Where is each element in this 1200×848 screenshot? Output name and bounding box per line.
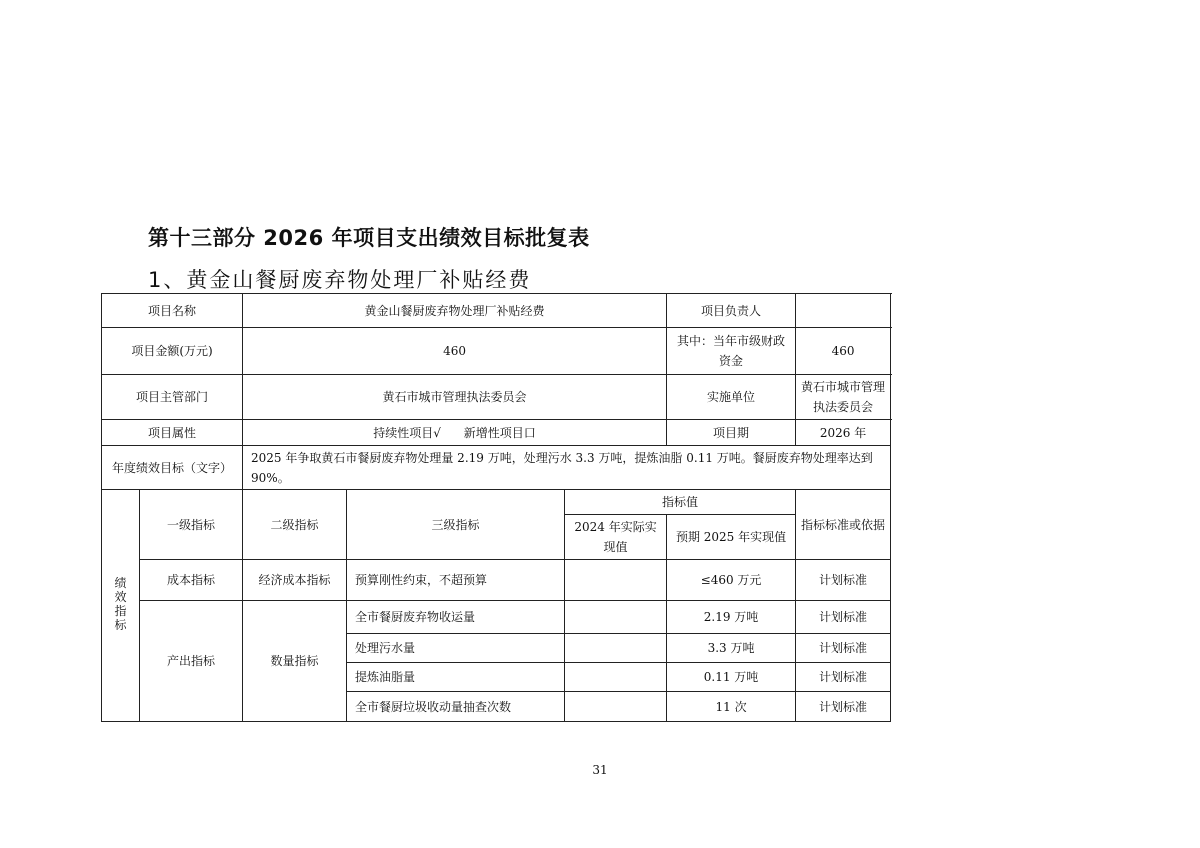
output-basis: 计划标准 (796, 692, 891, 722)
performance-target-table (101, 293, 891, 722)
output-level2: 数量指标 (243, 601, 347, 722)
level3-header: 三级指标 (347, 490, 565, 560)
department-value: 黄石市城市管理执法委员会 (243, 375, 667, 420)
output-expected-2025: 2.19 万吨 (667, 601, 796, 634)
implementing-unit-label: 实施单位 (667, 375, 796, 420)
page-number: 31 (592, 763, 608, 777)
project-amount-label: 项目金额(万元) (102, 328, 243, 375)
output-actual-2024 (565, 692, 667, 722)
cost-indicator-row (102, 560, 891, 601)
project-amount-value: 460 (243, 328, 667, 375)
project-attribute-row (102, 420, 891, 446)
project-owner-label: 项目负责人 (667, 294, 796, 328)
performance-indicator-section (102, 490, 140, 722)
cost-actual-2024 (565, 560, 667, 601)
project-subtitle: 1、黄金山餐厨废弃物处理厂补贴经费 (148, 268, 532, 292)
output-expected-2025: 3.3 万吨 (667, 634, 796, 663)
project-name-value: 黄金山餐厨废弃物处理厂补贴经费 (243, 294, 667, 328)
cost-basis: 计划标准 (796, 560, 891, 601)
project-period-value: 2026 年 (796, 420, 891, 446)
output-actual-2024 (565, 601, 667, 634)
output-indicator-row (102, 601, 891, 634)
output-level3: 提炼油脂量 (347, 663, 565, 692)
project-amount-row (102, 328, 891, 375)
output-level3: 处理污水量 (347, 634, 565, 663)
project-name-row (102, 294, 891, 328)
project-attribute-label: 项目属性 (102, 420, 243, 446)
project-name-label: 项目名称 (102, 294, 243, 328)
cost-expected-2025: ≤460 万元 (667, 560, 796, 601)
output-actual-2024 (565, 663, 667, 692)
annual-goal-label: 年度绩效目标（文字） (102, 446, 243, 490)
page-title: 第十三部分 2026 年项目支出绩效目标批复表 (148, 226, 590, 250)
expected-2025-header: 预期 2025 年实现值 (667, 515, 796, 560)
output-basis: 计划标准 (796, 634, 891, 663)
indicator-header-row (102, 490, 891, 515)
output-basis: 计划标准 (796, 601, 891, 634)
level2-header: 二级指标 (243, 490, 347, 560)
implementing-unit-value: 黄石市城市管理执法委员会 (796, 375, 891, 420)
actual-2024-header: 2024 年实际实现值 (565, 515, 667, 560)
output-actual-2024 (565, 634, 667, 663)
output-expected-2025: 0.11 万吨 (667, 663, 796, 692)
output-level1: 产出指标 (140, 601, 243, 722)
cost-level2: 经济成本指标 (243, 560, 347, 601)
city-funds-label: 其中：当年市级财政资金 (667, 328, 796, 375)
output-expected-2025: 11 次 (667, 692, 796, 722)
indicator-value-header: 指标值 (565, 490, 796, 515)
cost-level1: 成本指标 (140, 560, 243, 601)
cost-level3: 预算刚性约束，不超预算 (347, 560, 565, 601)
department-label: 项目主管部门 (102, 375, 243, 420)
annual-goal-text: 2025 年争取黄石市餐厨废弃物处理量 2.19 万吨，处理污水 3.3 万吨，提炼油脂 0.11 万吨。餐厨废弃物处理率达到 90%。 (243, 446, 891, 490)
department-row (102, 375, 891, 420)
basis-header: 指标标准或依据 (796, 490, 891, 560)
annual-goal-row (102, 446, 891, 490)
project-period-label: 项目期 (667, 420, 796, 446)
project-attribute-value: 持续性项目√ 新增性项目口 (243, 420, 667, 446)
level1-header: 一级指标 (140, 490, 243, 560)
output-level3: 全市餐厨垃圾收动量抽查次数 (347, 692, 565, 722)
performance-indicator-label: 绩效指标 (114, 576, 127, 632)
output-level3: 全市餐厨废弃物收运量 (347, 601, 565, 634)
output-basis: 计划标准 (796, 663, 891, 692)
project-owner-value (796, 294, 891, 328)
city-funds-value: 460 (796, 328, 891, 375)
